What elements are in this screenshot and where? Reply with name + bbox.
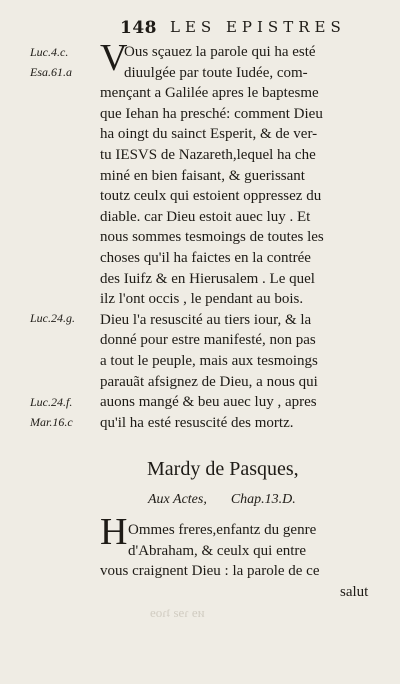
- page-header: [0, 12, 400, 38]
- margin-note-luc-4: Luc.4.c.: [30, 45, 69, 59]
- chapter-reference: Chap.13.D.: [230, 492, 296, 507]
- show-through-text: ᴎɘ ɿɘƨ ʇɿoɘ: [150, 605, 205, 620]
- text-line: qu'il ha esté resuscité des mortz.: [100, 414, 294, 431]
- text-line: diable. car Dieu estoit auec luy . Et: [100, 208, 311, 225]
- margin-note-esa-61: Esa.61.a: [30, 65, 72, 79]
- text-line: ilz l'ont occis , le pendant au bois.: [100, 291, 304, 308]
- text-line: vous craignent Dieu : la parole de ce: [100, 563, 320, 580]
- text-line: nous sommes tesmoings de toutes les: [100, 229, 324, 246]
- text-line: tu IESVS de Nazareth,lequel ha che: [100, 147, 316, 163]
- text-line: mençant a Galilée apres le baptesme: [100, 85, 319, 102]
- text-line: Ous sçauez la parole qui ha esté: [124, 44, 316, 60]
- text-line: Dieu l'a resuscité au tiers iour, & la: [100, 311, 312, 328]
- text-line: parauãt afsignez de Dieu, a nous qui: [100, 373, 318, 390]
- section-subtitle: [148, 492, 296, 508]
- text-line: ha oingt du sainct Esperit, & de ver-: [100, 126, 318, 143]
- text-line: Ommes freres,enfantz du genre: [128, 522, 317, 538]
- margin-note-luc-24-f: Luc.24.f.: [30, 395, 73, 409]
- dropcap-h: H: [100, 511, 128, 553]
- text-line: a tout le peuple, mais aux tesmoings: [100, 353, 318, 369]
- margin-note-mar-16: Mar.16.c: [30, 415, 73, 429]
- text-line: toutz ceulx qui estoient oppressez du: [100, 188, 322, 205]
- text-line: que Iehan ha presché: comment Dieu: [100, 105, 323, 122]
- page-number: 148: [120, 18, 157, 38]
- text-line: des Iuifz & en Hierusalem . Le quel: [100, 270, 315, 287]
- text-line: diuulgée par toute Iudée, com-: [124, 64, 308, 81]
- margin-note-luc-24-g: Luc.24.g.: [30, 311, 75, 325]
- book-reference: Aux Actes,: [148, 492, 207, 507]
- dropcap-v: V: [100, 37, 128, 79]
- running-title: LES EPISTRES: [170, 18, 346, 36]
- text-line: donné pour estre manifesté, non pas: [100, 332, 316, 349]
- text-line: miné en bien faisant, & guerissant: [100, 167, 305, 184]
- section-title: Mardy de Pasques,: [147, 458, 299, 480]
- text-line: salut: [340, 583, 369, 600]
- text-line: choses qu'il ha faictes en la contrée: [100, 250, 311, 266]
- text-line: auons mangé & beu auec luy , apres: [100, 394, 317, 411]
- text-line: d'Abraham, & ceulx qui entre: [128, 542, 307, 559]
